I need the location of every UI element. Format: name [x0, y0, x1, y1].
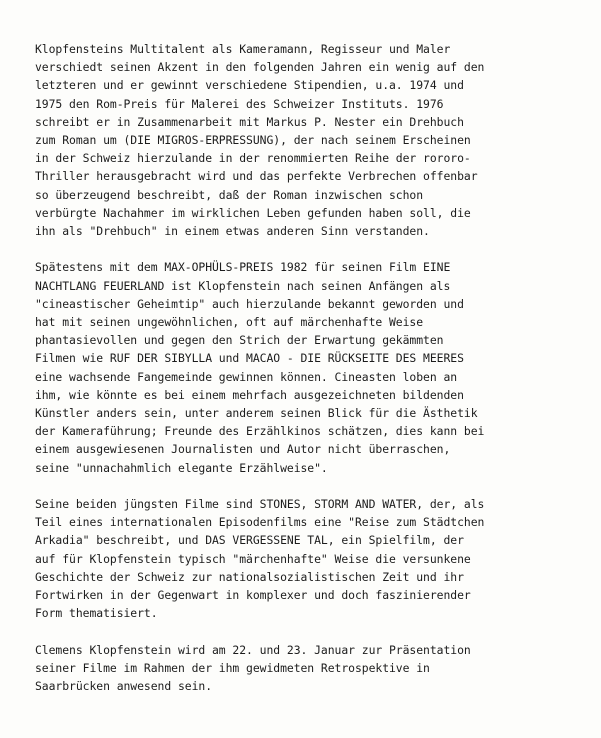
text-line: Künstler anders sein, unter anderem seinen Blick für die Ästhetik	[35, 406, 478, 421]
text-line: Filmen wie RUF DER SIBYLLA und MACAO - DIE RÜCKSEITE DES MEERES	[35, 351, 464, 366]
text-line: hat mit seinen ungewöhnlichen, oft auf märchenhafte Weise	[35, 315, 424, 330]
text-line: ihm, wie könnte es bei einem mehrfach ausgezeichneten bildenden	[35, 387, 464, 402]
text-line: Seine beiden jüngsten Filme sind STONES, STORM AND WATER, der, als	[35, 497, 485, 512]
document-body	[35, 40, 575, 713]
text-line: so überzeugend beschreibt, daß der Roman inzwischen schon	[35, 187, 424, 202]
text-line: phantasievollen und gegen den Strich der Erwartung gekämmten	[35, 333, 444, 348]
text-line: Arkadia" beschreibt, und DAS VERGESSENE TAL, ein Spielfilm, der	[35, 533, 464, 548]
text-line: auf für Klopfenstein typisch "märchenhafte" Weise die versunkene	[35, 551, 471, 566]
text-line: letzteren und er gewinnt verschiedene Stipendien, u.a. 1974 und	[35, 78, 464, 93]
text-line: Thriller herausgebracht wird und das perfekte Verbrechen offenbar	[35, 169, 478, 184]
text-line: seiner Filme im Rahmen der ihm gewidmeten Retrospektive in	[35, 660, 430, 675]
text-line: Spätestens mit dem MAX-OPHÜLS-PREIS 1982 für seinen Film EINE	[35, 260, 451, 275]
text-line: Klopfensteins Multitalent als Kameramann, Regisseur und Maler	[35, 42, 451, 56]
text-line: der Kameraführung; Freunde des Erzählkinos schätzen, dies kann bei	[35, 424, 485, 439]
text-line: ihn als "Drehbuch" in einem etwas anderen Sinn verstanden.	[35, 224, 430, 239]
text-line: 1975 den Rom-Preis für Malerei des Schweizer Instituts. 1976	[35, 96, 444, 111]
text-line: einem ausgewiesenen Journalisten und Autor nicht überraschen,	[35, 442, 451, 457]
text-line: in der Schweiz hierzulande in der renommierten Reihe der rororo-	[35, 151, 471, 166]
text-line: NACHTLANG FEUERLAND ist Klopfenstein nach seinen Anfängen als	[35, 278, 451, 293]
paragraph-1	[35, 40, 575, 240]
text-line: eine wachsende Fangemeinde gewinnen können. Cineasten loben an	[35, 369, 458, 384]
text-line: Saarbrücken anwesend sein.	[35, 679, 213, 694]
text-line: Fortwirken in der Gegenwart in komplexer und doch faszinierender	[35, 588, 471, 603]
paragraph-2	[35, 258, 575, 476]
paragraph-3	[35, 495, 575, 622]
text-line: Form thematisiert.	[35, 606, 158, 621]
text-line: verbürgte Nachahmer im wirklichen Leben gefunden haben soll, die	[35, 205, 471, 220]
text-line: verschiedt seinen Akzent in den folgenden Jahren ein wenig auf den	[35, 60, 485, 75]
text-line: zum Roman um (DIE MIGROS-ERPRESSUNG), der nach seinem Erscheinen	[35, 133, 471, 148]
text-line: Teil eines internationalen Episodenfilms eine "Reise zum Städtchen	[35, 515, 485, 530]
paragraph-4	[35, 641, 575, 696]
text-line: Geschichte der Schweiz zur nationalsozialistischen Zeit und ihr	[35, 569, 464, 584]
text-line: Clemens Klopfenstein wird am 22. und 23. Januar zur Präsentation	[35, 642, 471, 657]
text-line: schreibt er in Zusammenarbeit mit Markus P. Nester ein Drehbuch	[35, 114, 464, 129]
scan-artifact	[300, 4, 314, 10]
text-line: seine "unnachahmlich elegante Erzählweise".	[35, 460, 328, 475]
text-line: "cineastischer Geheimtip" auch hierzulande bekannt geworden und	[35, 296, 464, 311]
